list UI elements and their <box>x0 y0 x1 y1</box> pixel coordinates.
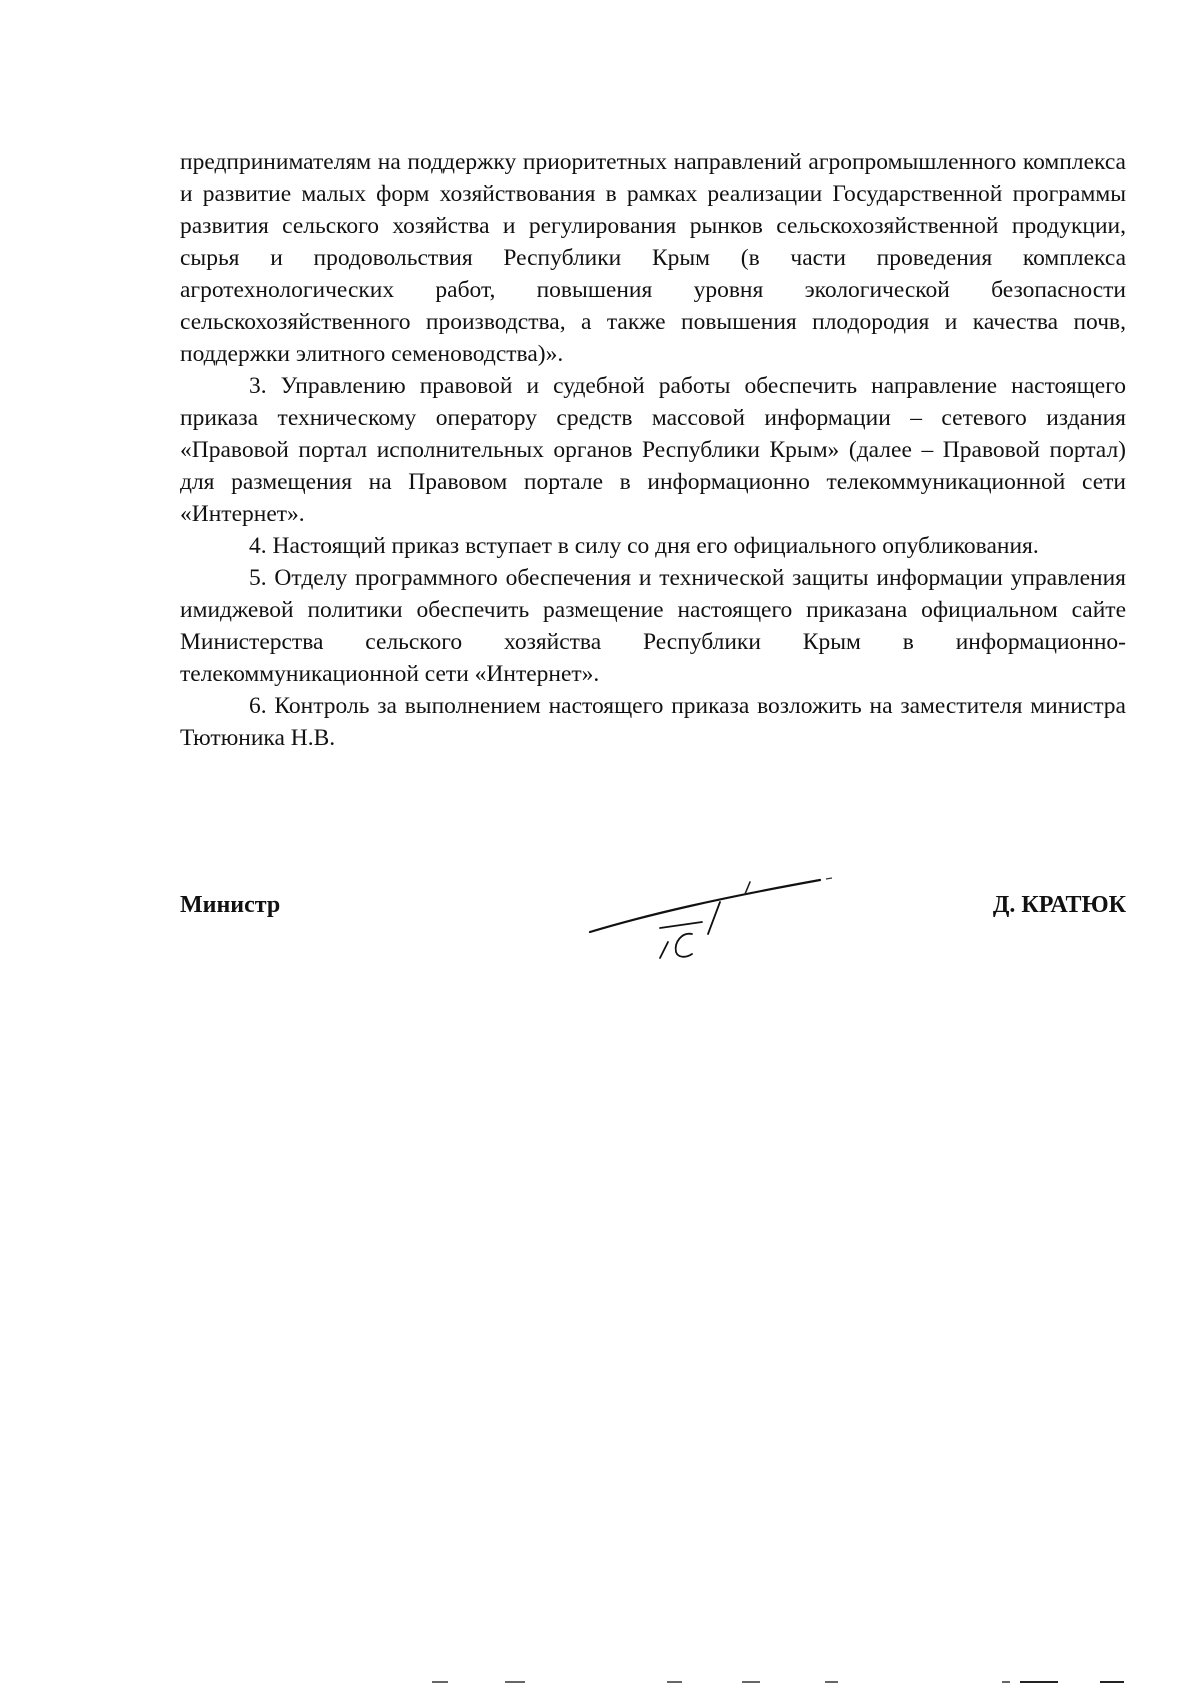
document-body <box>180 146 1126 754</box>
scan-edge-marks <box>0 1676 1200 1690</box>
paragraph-continuation: предпринимателям на поддержку приоритетных направлений агропромышленного комплекса и развитие малых форм хозяйствования в рамках реализации Государственной программы развития сельского хозяйства и регулирования рынков сельскохозяйственной продукции, сырья и продовольствия Республики Крым (в части проведения комплекса агротехнологических работ, повышения уровня экологической безопасности сельскохозяйственного производства, а также повышения плодородия и качества почв, поддержки элитного семеноводства)». <box>180 149 1126 367</box>
paragraph-item-6: 6. Контроль за выполнением настоящего приказа возложить на заместителя министра Тютюника Н.В. <box>180 693 1126 751</box>
handwritten-signature <box>580 870 860 970</box>
paragraph-item-5: 5. Отделу программного обеспечения и технической защиты информации управления имиджевой политики обеспечить размещение настоящего приказана официальном сайте Министерства сельского хозяйства Республики Крым в информационно-телекоммуникационной сети «Интернет». <box>180 565 1126 687</box>
paragraph-item-3: 3. Управлению правовой и судебной работы обеспечить направление настоящего приказа техническому оператору средств массовой информации – сетевого издания «Правовой портал исполнительных органов Республики Крым» (далее – Правовой портал) для размещения на Правовом портале в информационно телекоммуникационной сети «Интернет». <box>180 373 1126 527</box>
paragraph-item-4: 4. Настоящий приказ вступает в силу со дня его официального опубликования. <box>249 533 1039 559</box>
signature-block <box>180 870 1126 960</box>
signatory-title: Министр <box>180 892 281 918</box>
signatory-name: Д. КРАТЮК <box>992 892 1126 918</box>
